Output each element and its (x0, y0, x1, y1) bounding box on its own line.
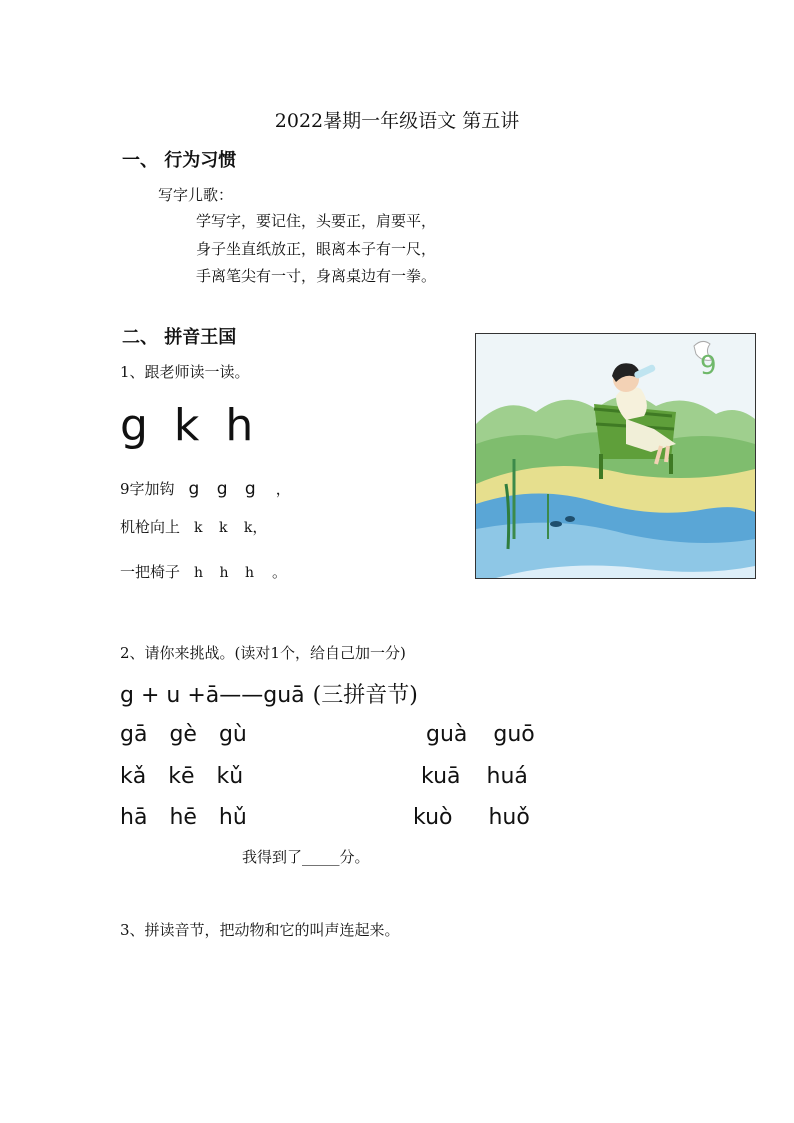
rhyme-k (120, 516, 267, 537)
right-row-1 (426, 722, 535, 747)
syllable: gù (218, 722, 247, 747)
task-3: 3、拼读音节，把动物和它的叫声连起来。 (120, 921, 400, 939)
section-heading-habits: 一、 行为习惯 (122, 150, 237, 171)
poem-line-3: 手离笔尖有一寸，身离桌边有一拳。 (196, 267, 437, 285)
left-row-1 (120, 722, 247, 747)
syllable: huá (486, 764, 528, 789)
illustration-girl-on-bench (475, 333, 756, 579)
syllable: kǔ (216, 764, 244, 789)
rhyme-label: 9字加钩 (120, 480, 175, 498)
formula-text: g + u +ā——guā (120, 683, 305, 708)
left-row-2 (120, 764, 243, 789)
syllable: kǎ (120, 764, 147, 789)
syllable: gā (120, 722, 148, 747)
right-row-3 (413, 805, 530, 830)
rhyme-end: 。 (271, 563, 287, 581)
section-heading-pinyin: 二、 拼音王国 (122, 327, 237, 348)
score-line: 我得到了_____分。 (242, 848, 370, 866)
syllable: hǔ (218, 805, 247, 830)
syllable: kuā (421, 764, 461, 789)
rhyme-label: 机枪向上 (120, 518, 181, 536)
formula-note: (三拼音节) (312, 683, 418, 708)
illustration-letter-g: 9 (700, 351, 717, 381)
illustration-svg (476, 334, 755, 578)
page-title: 2022暑期一年级语文 第五讲 (274, 110, 520, 132)
formula (120, 678, 418, 709)
syllable: hā (120, 805, 148, 830)
rhyme-g (120, 478, 291, 499)
poem-title: 写字儿歌： (158, 186, 234, 204)
rhyme-h (120, 561, 287, 582)
rhyme-end: ， (275, 480, 291, 498)
syllable: kē (168, 764, 195, 789)
big-letters-gkh: g k h (120, 400, 260, 451)
syllable: guà (426, 722, 468, 747)
rhyme-letters: k k k (194, 520, 253, 536)
rhyme-label: 一把椅子 (120, 563, 181, 581)
syllable: hē (169, 805, 197, 830)
poem-line-1: 学写字，要记住，头要正，肩要平， (196, 212, 437, 230)
syllable: huǒ (488, 805, 530, 830)
syllable: kuò (413, 805, 453, 830)
rhyme-letters: h h h (194, 565, 254, 581)
task-1: 1、跟老师读一读。 (120, 363, 250, 381)
left-row-3 (120, 805, 247, 830)
rhyme-end: ， (252, 518, 268, 536)
poem-line-2: 身子坐直纸放正，眼离本子有一尺， (196, 240, 437, 258)
task-2: 2、请你来挑战。(读对1个，给自己加一分) (120, 644, 406, 662)
syllable: guō (493, 722, 535, 747)
right-row-2 (421, 764, 528, 789)
rhyme-letters: g g g (188, 479, 262, 499)
syllable: gè (169, 722, 197, 747)
